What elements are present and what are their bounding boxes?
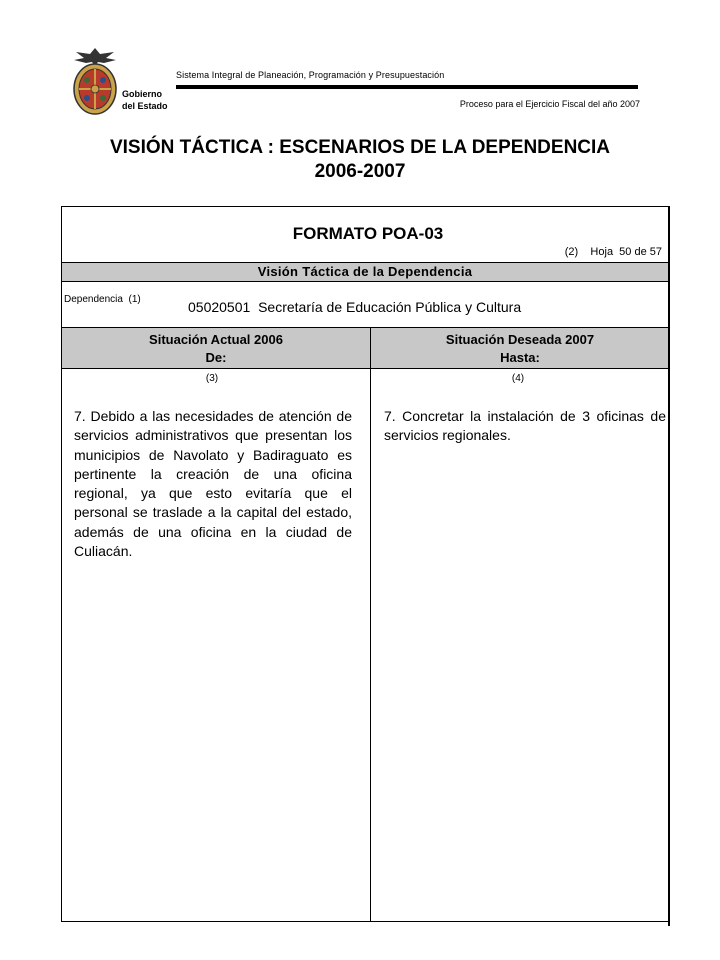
column-header-deseada	[370, 331, 670, 367]
situacion-deseada-text: 7. Concretar la instalación de 3 oficinas de servicios regionales.	[384, 408, 666, 444]
state-coat-of-arms-icon	[70, 44, 120, 122]
government-label	[122, 88, 168, 112]
column-header-actual-title: Situación Actual 2006	[149, 332, 283, 347]
section-band-title: Visión Táctica de la Dependencia	[62, 262, 668, 282]
column-number-actual: (3)	[205, 373, 219, 384]
system-name: Sistema Integral de Planeación, Programación y Presupuestación	[176, 70, 445, 80]
column-number-deseada: (4)	[511, 373, 525, 384]
page-title-line-2: 2006-2007	[314, 161, 406, 182]
form-frame-edge	[668, 206, 670, 926]
column-header-deseada-title: Situación Deseada 2007	[445, 332, 595, 347]
form-code: FORMATO POA-03	[292, 224, 444, 243]
dependencia-value: 05020501 Secretaría de Educación Pública y Cultura	[188, 299, 522, 315]
dependencia-label: Dependencia (1)	[64, 294, 141, 305]
situacion-actual-text: 7. Debido a las necesidades de atención de servicios administrativos que presentan los municipios de Navolato y Badiraguato es pertinente la creación de una oficina regional, ya que esto evitaría que el personal se traslade a la capital del estado, además de una oficina en la ciudad de Culiacán.	[74, 408, 352, 560]
gov-line-2: del Estado	[122, 101, 168, 111]
column-header-deseada-sub: Hasta:	[500, 350, 540, 365]
page-title-line-1: VISIÓN TÁCTICA : ESCENARIOS DE LA DEPENDENCIA	[109, 137, 611, 158]
column-header-actual	[66, 331, 366, 367]
gov-line-1: Gobierno	[122, 89, 162, 99]
sheet-reference: (2) Hoja 50 de 57	[564, 246, 662, 258]
page-title	[40, 136, 680, 184]
column-divider	[370, 327, 371, 922]
process-text: Proceso para el Ejercicio Fiscal del año 2007	[459, 99, 640, 109]
column-header-actual-sub: De:	[205, 350, 227, 365]
header-rule	[176, 85, 638, 89]
